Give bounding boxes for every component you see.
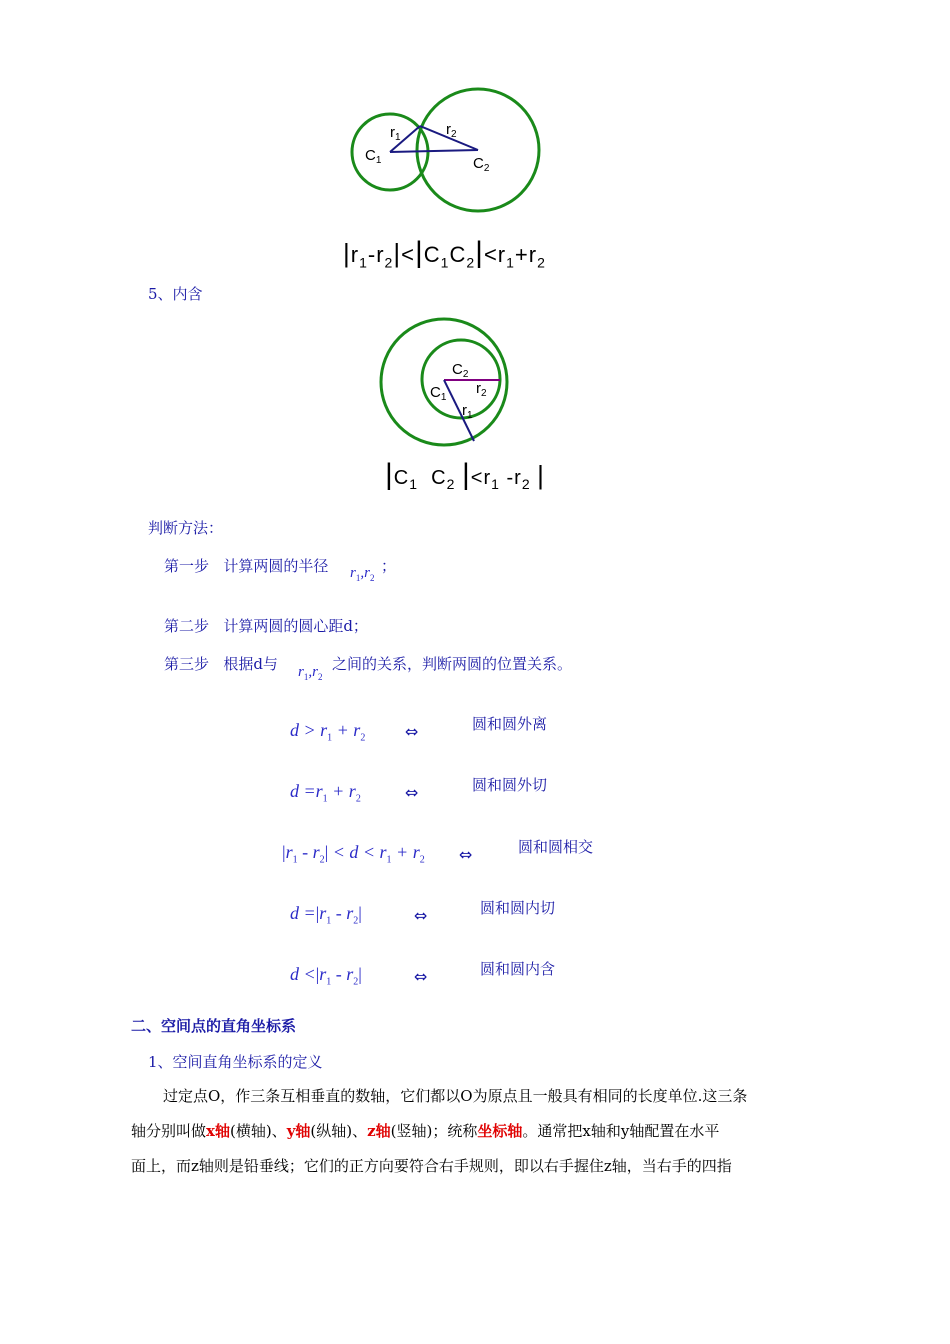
relation-label-4: 圆和圆内切 — [480, 899, 556, 917]
section-5-title: 5、内含 — [148, 285, 203, 303]
relation-label-2: 圆和圆外切 — [472, 776, 548, 794]
relation-formula-1: $d > r_1 + r_2$ — [290, 720, 366, 744]
step-3-radii: $r_1,r_2$ — [298, 664, 323, 682]
intersect-condition: $|r_1-r_2|<|C_1C_2|<r_1+r_2$ — [343, 236, 546, 271]
relation-formula-3: $|r_1 - r_2| < d < r_1 + r_2$ — [282, 842, 425, 866]
paragraph-line-3: 面上，而z轴则是铅垂线；它们的正方向要符合右手规则，即以右手握住z轴，当右手的四指 — [131, 1157, 732, 1175]
label-r2: $r_2$ — [476, 380, 487, 399]
iff-symbol-5: ⇔ — [414, 967, 428, 986]
x-axis-term: x轴 — [206, 1122, 230, 1140]
iff-symbol-2: ⇔ — [405, 783, 419, 802]
intersecting-circles-figure — [340, 80, 550, 220]
contained-circles-figure — [378, 315, 518, 450]
subsection-1-title: 1、空间直角坐标系的定义 — [148, 1053, 323, 1071]
contain-condition: $|C_1$ $C_2$ $|<r_1$ $-r_2$ | — [385, 458, 545, 492]
definition-paragraph — [131, 1079, 821, 1184]
iff-symbol-4: ⇔ — [414, 906, 428, 925]
label-r1: $r_1$ — [462, 402, 473, 421]
z-axis-term: z轴 — [367, 1122, 391, 1140]
label-r1: $r_1$ — [390, 124, 401, 143]
segment-c1c2 — [390, 150, 478, 152]
label-c1: $C_1$ — [365, 147, 382, 166]
step-3: 第三步 根据d与 — [164, 655, 278, 673]
section-2-title: 二、空间点的直角坐标系 — [131, 1017, 297, 1035]
paragraph-line-2: 轴分别叫做x轴(横轴)、y轴(纵轴)、z轴(竖轴)；统称坐标轴。通常把x轴和y轴配置在水平 — [131, 1122, 720, 1140]
step-2: 第二步 计算两圆的圆心距d； — [164, 617, 368, 635]
label-r2: $r_2$ — [446, 121, 457, 140]
y-axis-term: y轴 — [286, 1122, 311, 1140]
relation-label-1: 圆和圆外离 — [472, 715, 548, 733]
relation-formula-2: $d =r_1 + r_2$ — [290, 781, 361, 805]
label-c2: $C_2$ — [452, 361, 469, 380]
paragraph-line-1: 过定点O，作三条互相垂直的数轴，它们都以O为原点且一般具有相同的长度单位.这三条 — [163, 1087, 748, 1105]
iff-symbol-1: ⇔ — [405, 722, 419, 741]
label-c1: $C_1$ — [430, 384, 447, 403]
relation-formula-5: $d <|r_1 - r_2|$ — [290, 964, 362, 988]
label-c2: $C_2$ — [473, 155, 490, 174]
iff-symbol-3: ⇔ — [459, 845, 473, 864]
relation-label-5: 圆和圆内含 — [480, 960, 556, 978]
relation-formula-4: $d =|r_1 - r_2|$ — [290, 903, 362, 927]
step-1: 第一步 计算两圆的半径 — [164, 557, 329, 575]
step-3-tail: 之间的关系，判断两圆的位置关系。 — [332, 655, 573, 673]
step-1-radii: $r_1,r_2$ — [350, 565, 375, 583]
method-title: 判断方法： — [148, 519, 224, 537]
step-1-tail: ； — [381, 557, 397, 575]
relation-label-3: 圆和圆相交 — [518, 838, 594, 856]
coordinate-axis-term: 坐标轴 — [477, 1122, 523, 1140]
